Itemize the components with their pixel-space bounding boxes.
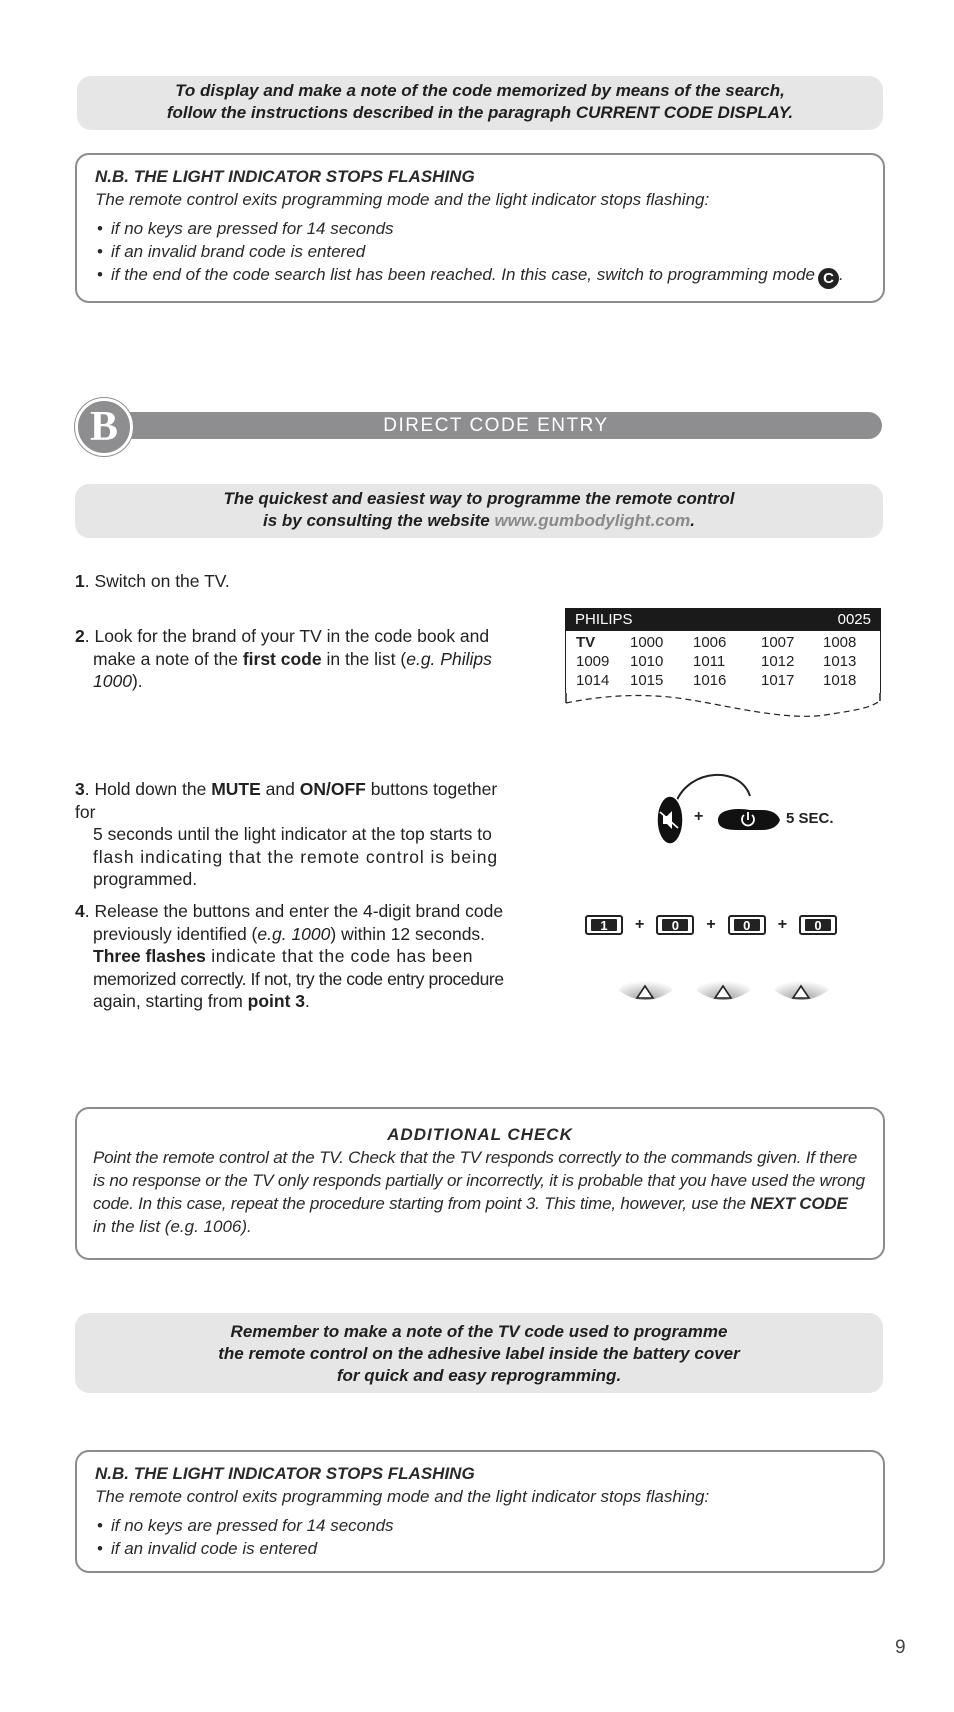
mute-power-illustration [650, 770, 890, 850]
step-text: and [260, 779, 300, 799]
website-link[interactable]: www.gumbodylight.com [494, 511, 691, 530]
codebook-cell: 1013 [823, 653, 857, 670]
codebook-cell: 1016 [693, 672, 727, 689]
key-sequence [585, 912, 885, 938]
additional-check-text: code. In this case, repeat the procedure starting from point 3. This time, however, use the [93, 1194, 751, 1213]
website-note-line-2 [75, 510, 883, 532]
nb-intro: The remote control exits programming mode and the light indicator stops flashing: [95, 190, 710, 209]
section-letter-badge [75, 398, 133, 456]
codebook-body [565, 631, 881, 693]
step-text: flash indicating that the remote control is being [93, 846, 499, 867]
codebook-cell: 1012 [761, 653, 795, 670]
codebook-cell: 1015 [630, 672, 664, 689]
digit-key [728, 915, 766, 935]
plus-sign: + [635, 916, 645, 933]
section-header-bar [110, 412, 882, 439]
website-prefix: is by consulting the website [263, 511, 495, 530]
remember-line: Remember to make a note of the TV code used to programme [230, 1322, 728, 1341]
step-key-mute: MUTE [211, 779, 261, 799]
power-button-shape [718, 809, 780, 830]
three-flashes-illustration [615, 960, 845, 1020]
codebook-cell: TV [576, 634, 596, 651]
step-text: . Switch on the TV. [84, 571, 230, 591]
step-example: 1000 [93, 671, 132, 691]
note-line-2: follow the instructions described in the paragraph CURRENT CODE DISPLAY. [166, 103, 794, 122]
step-text: in the list ( [321, 648, 407, 669]
digit-key [656, 915, 694, 935]
list-item: • if no keys are pressed for 14 seconds [95, 1514, 865, 1537]
list-item: • if an invalid brand code is entered [95, 240, 865, 263]
codebook-cell: 1008 [823, 634, 857, 651]
nb-box-flashing-stops-2 [75, 1450, 885, 1573]
step-text: make a note of the [93, 648, 243, 669]
step-number: 4 [75, 901, 85, 921]
mode-c-letter: C [823, 270, 834, 287]
list-item-text: if the end of the code search list has been reached. In this case, switch to programming mode [111, 265, 815, 284]
step-number: 1 [75, 571, 85, 591]
list-item: • if an invalid code is entered [95, 1537, 865, 1560]
step-emphasis: Three flashes [93, 946, 206, 966]
light-indicator-icon [618, 973, 673, 1001]
codebook-page: 0025 [837, 611, 871, 628]
digit-key [585, 915, 623, 935]
codebook-cell: 1006 [693, 634, 727, 651]
step-1 [75, 570, 515, 593]
codebook-row [576, 652, 880, 671]
step-text: memorized correctly. If not, try the code entry procedure [93, 968, 504, 989]
additional-check-emphasis: NEXT CODE [750, 1194, 848, 1213]
mode-c-badge [818, 268, 839, 289]
step-number: 2 [75, 626, 85, 646]
codebook-cell: 1011 [693, 653, 726, 670]
note-line-1: To display and make a note of the code memorized by means of the search, [175, 81, 785, 100]
step-text: 5 seconds until the light indicator at the top starts to [93, 824, 492, 844]
mute-power-diagram [650, 770, 890, 850]
section-title: DIRECT CODE ENTRY [383, 415, 609, 436]
nb-list [95, 1514, 865, 1560]
light-indicator-icon [696, 973, 751, 1001]
step-2 [75, 625, 515, 693]
digit-key-label: 0 [662, 919, 688, 931]
additional-check-line: in the list (e.g. 1006). [93, 1217, 252, 1236]
step-text: . Release the buttons and enter the 4-digit brand code [84, 901, 504, 921]
remember-line: for quick and easy reprogramming. [336, 1366, 622, 1385]
codebook-row [576, 671, 880, 690]
step-example: e.g. Philips [406, 648, 492, 669]
nb-intro: The remote control exits programming mode and the light indicator stops flashing: [95, 1487, 710, 1506]
step-text: ). [131, 671, 143, 691]
torn-edge [565, 693, 881, 729]
nb-title: N.B. THE LIGHT INDICATOR STOPS FLASHING [95, 1464, 475, 1483]
website-suffix: . [690, 511, 695, 530]
step-emphasis: point 3 [247, 991, 306, 1011]
codebook-brand: PHILIPS [575, 611, 633, 628]
step-key-onoff: ON/OFF [299, 779, 366, 799]
additional-check-line: is no response or the TV only responds partially or incorrectly, it is probable that you have used the wrong [93, 1171, 865, 1190]
plus-sign: + [706, 916, 716, 933]
step-emphasis: first code [242, 648, 322, 669]
digit-key-label: 1 [591, 919, 617, 931]
additional-check-line [93, 1192, 867, 1215]
codebook-cell: 1000 [630, 634, 664, 651]
digit-key-label: 0 [805, 919, 831, 931]
additional-check-title: ADDITIONAL CHECK [387, 1125, 573, 1144]
step-text: ) within 12 seconds. [330, 923, 486, 944]
step-text: . Look for the brand of your TV in the code book and [84, 626, 490, 646]
codebook-header [565, 608, 881, 631]
step-text: indicate that the code has been [205, 946, 474, 966]
list-item: • if no keys are pressed for 14 seconds [95, 217, 865, 240]
remember-note [75, 1313, 883, 1393]
step-text: again, starting from [93, 991, 248, 1011]
current-code-display-note [77, 76, 883, 130]
codebook-excerpt [565, 608, 881, 730]
nb-list [95, 217, 865, 289]
page-number: 9 [895, 1637, 906, 1658]
codebook-row [576, 633, 880, 652]
additional-check-box [75, 1107, 885, 1260]
step-3 [75, 778, 515, 891]
nb-box-flashing-stops [75, 153, 885, 303]
duration-label: 5 SEC. [786, 810, 834, 827]
step-number: 3 [75, 779, 85, 799]
plus-sign: + [694, 808, 704, 825]
codebook-cell: 1007 [761, 634, 795, 651]
digit-key-label: 0 [734, 919, 760, 931]
step-example: e.g. 1000 [257, 923, 331, 944]
website-note [75, 484, 883, 538]
light-indicator-icon [774, 973, 829, 1001]
remember-line: the remote control on the adhesive label inside the battery cover [218, 1344, 740, 1363]
digit-key [799, 915, 837, 935]
step-text: . [305, 991, 310, 1011]
nb-title: N.B. THE LIGHT INDICATOR STOPS FLASHING [95, 167, 475, 186]
list-item [95, 263, 865, 289]
step-text: buttons together for [75, 779, 498, 822]
section-letter: B [89, 404, 118, 450]
codebook-cell: 1018 [823, 672, 857, 689]
codebook-cell: 1014 [576, 672, 610, 689]
codebook-cell: 1010 [630, 653, 664, 670]
list-item-end: . [839, 265, 844, 284]
step-text: previously identified ( [93, 923, 258, 944]
step-4 [75, 900, 515, 1013]
codebook-cell: 1017 [761, 672, 795, 689]
plus-sign: + [777, 916, 788, 933]
codebook-cell: 1009 [576, 653, 610, 670]
website-note-line-1: The quickest and easiest way to programme the remote control [223, 489, 735, 508]
step-text: . Hold down the [84, 779, 212, 799]
additional-check-line: Point the remote control at the TV. Check that the TV responds correctly to the commands given. If there [93, 1148, 858, 1167]
step-text: programmed. [93, 869, 198, 889]
